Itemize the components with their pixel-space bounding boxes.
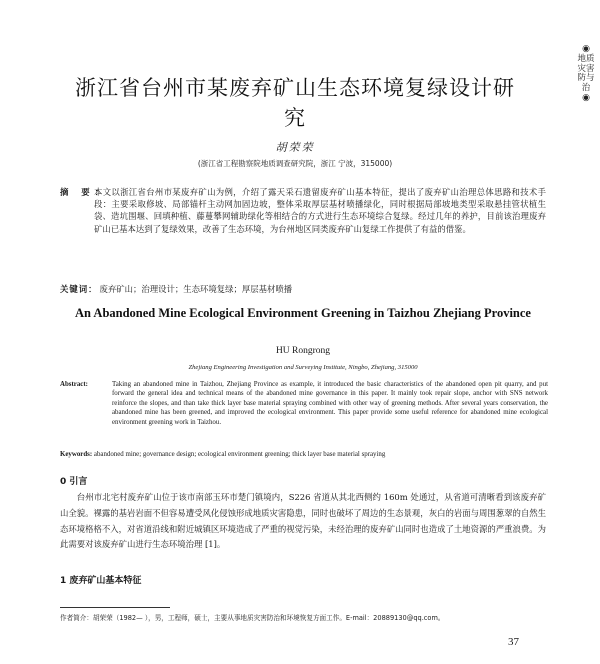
abstract-cn-text: 本文以浙江省台州市某废弃矿山为例，介绍了露天采石遗留废弃矿山基本特征，提出了废弃矿山治理总体思路和技术手段：主要采取修坡、局部锚杆主动网加固边坡，整体采取厚层基材喷播绿化，同时根据局部坡地类型采取悬挂管状植生袋、造坑围堰、回填种植、藤蔓攀网辅助绿化等相结合的方式进行生态环境综合复绿。经过几年的养护，目前该治理废弃矿山已基本达到了复绿效果，改善了生态环境，为台州地区同类废弃矿山复绿工作提供了有益的借鉴。 (94, 187, 546, 234)
abstract-en (60, 380, 548, 427)
keywords-cn (60, 283, 546, 295)
side-tab-top-mark-icon: ◉ (582, 44, 590, 54)
author-bio-footnote: 作者简介：胡荣荣（1982— ），男，工程师，硕士，主要从事地质灾害防治和环境恢复方面工作。E-mail：20889130@qq.com。 (60, 614, 445, 622)
author-name-cn: 胡荣荣 (275, 141, 315, 154)
keywords-en-text: abandoned mine; governance design; ecological environment greening; thick layer base material spraying (93, 451, 386, 458)
author-affiliation-cn: (浙江省工程勘察院地质调查研究院，浙江 宁波，315000) (197, 159, 393, 168)
journal-side-tab (576, 44, 596, 104)
abstract-cn-label: 摘 要： (60, 187, 109, 197)
section-0-heading: 0 引言 (60, 477, 88, 487)
page-number: 37 (508, 636, 519, 648)
section-1-heading: 1 废弃矿山基本特征 (60, 576, 142, 586)
author-name-en: HU Rongrong (275, 346, 331, 356)
keywords-cn-text: 废弃矿山；治理设计；生态环境复绿；厚层基材喷播 (99, 284, 293, 294)
footnote-divider (60, 607, 170, 608)
abstract-en-label: Abstract: (60, 381, 88, 388)
side-tab-text: 地质灾害防与治 (577, 54, 595, 93)
section-0-paragraph: 台州市北宅村废弃矿山位于该市南部玉环市楚门镇境内，S226 省道从其北西侧约 160m 处通过，从省道可清晰看到该废弃矿山全貌。裸露的基岩岩面不但容易遭受风化侵蚀形成地质灾害隐患，同时也破坏了周边的生态景观，灰白的岩面与周围葱翠的自然生态环境格格不入，对省道沿线和附近城镇区环境造成了严重的视觉污染，未经治理的废弃矿山同时也造成了土地资源的严重浪费。为此需要对该废弃矿山进行生态环境治理 [1]。 (60, 492, 546, 550)
abstract-en-text: Taking an abandoned mine in Taizhou, Zhejiang Province as example, it introduced the basic characteristics of the abandoned open pit quarry, and put forward the general idea and technical means of the abandoned mine governance in this paper. It mainly took repair slope, anchor with SNS network reinforce the slopes, and than take thick layer base material spraying combined with other way of greening methods. After several years conservation, the abandoned mine has been greened, and improved the ecological environment. This paper provide some useful reference for abandoned mine ecological environment greening work in Taizhou. (112, 381, 548, 426)
keywords-cn-label: 关键词： (60, 284, 98, 294)
abstract-cn (60, 186, 546, 235)
side-tab-bottom-mark-icon: ◉ (582, 93, 590, 103)
paper-title-en: An Abandoned Mine Ecological Environment Greening in Taizhou Zhejiang Province (75, 306, 531, 320)
author-affiliation-en: Zhejiang Engineering Investigation and Surveying Institute, Ningbo, Zhejiang, 315000 (188, 364, 418, 371)
keywords-en-label: Keywords: (60, 451, 93, 458)
paper-title-cn: 浙江省台州市某废弃矿山生态环境复绿设计研究 (75, 76, 515, 130)
keywords-en (60, 450, 548, 459)
